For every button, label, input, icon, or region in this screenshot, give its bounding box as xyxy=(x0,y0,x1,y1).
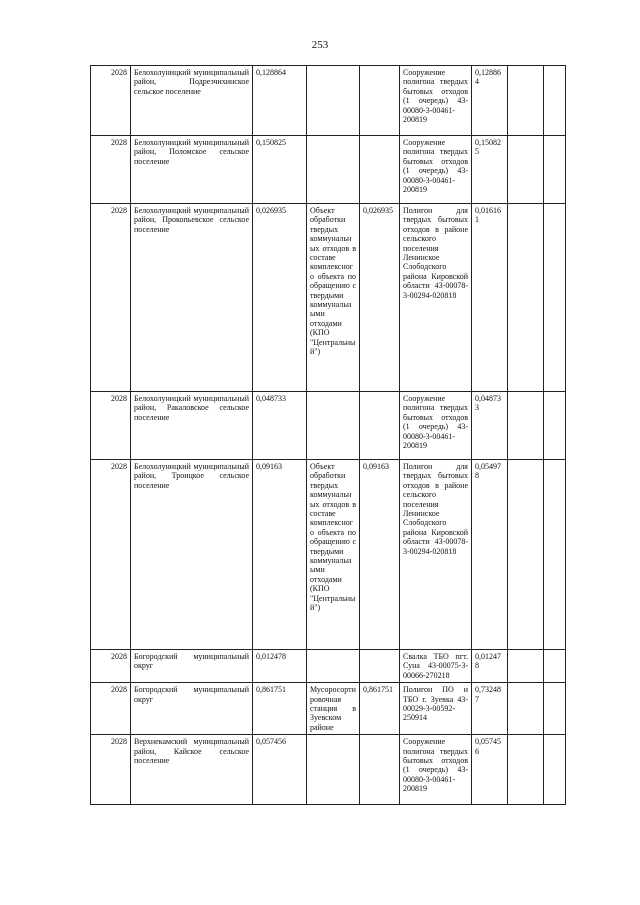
cell-year: 2028 xyxy=(91,735,131,805)
cell-empty xyxy=(508,650,544,683)
cell-municipality: Белохолуницкий муниципальный район, Подрезчихинское сельское поселение xyxy=(131,66,253,136)
cell-disposal-share: 0,150825 xyxy=(472,136,508,204)
cell-disposal-share: 0,057456 xyxy=(472,735,508,805)
cell-share-total: 0,048733 xyxy=(253,392,307,460)
cell-municipality: Богородский муниципальный округ xyxy=(131,650,253,683)
cell-empty xyxy=(544,735,566,805)
cell-processing-object: Объект обработки твердых коммунальных отходов в составе комплексного объекта по обращению с твердыми коммунальными отходами (КПО "Центральный") xyxy=(307,460,360,650)
cell-processing-share xyxy=(360,66,400,136)
cell-empty xyxy=(508,735,544,805)
cell-processing-share: 0,09163 xyxy=(360,460,400,650)
cell-empty xyxy=(544,683,566,735)
cell-processing-share: 0,026935 xyxy=(360,204,400,392)
cell-disposal-share: 0,012478 xyxy=(472,650,508,683)
cell-disposal-object: Полигон ПО и ТБО г. Зуевка 43-00029-3-00592-250914 xyxy=(400,683,472,735)
cell-processing-object xyxy=(307,392,360,460)
cell-share-total: 0,150825 xyxy=(253,136,307,204)
cell-empty xyxy=(544,460,566,650)
cell-disposal-share: 0,128864 xyxy=(472,66,508,136)
cell-processing-object xyxy=(307,735,360,805)
cell-disposal-share: 0,054978 xyxy=(472,460,508,650)
cell-processing-object xyxy=(307,650,360,683)
cell-share-total: 0,128864 xyxy=(253,66,307,136)
cell-empty xyxy=(544,66,566,136)
cell-municipality: Белохолуницкий муниципальный район, Поломское сельское поселение xyxy=(131,136,253,204)
cell-empty xyxy=(508,460,544,650)
cell-empty xyxy=(508,136,544,204)
cell-disposal-object: Сооружение полигона твердых бытовых отходов (1 очередь) 43-00080-3-00461-200819 xyxy=(400,735,472,805)
table-row xyxy=(91,392,566,460)
cell-processing-share xyxy=(360,735,400,805)
cell-share-total: 0,057456 xyxy=(253,735,307,805)
cell-municipality: Белохолуницкий муниципальный район, Прокопьевское сельское поселение xyxy=(131,204,253,392)
cell-processing-share: 0,861751 xyxy=(360,683,400,735)
cell-empty xyxy=(544,392,566,460)
cell-disposal-share: 0,048733 xyxy=(472,392,508,460)
cell-municipality: Верхнекамский муниципальный район, Кайское сельское поселение xyxy=(131,735,253,805)
cell-empty xyxy=(508,392,544,460)
cell-processing-object xyxy=(307,136,360,204)
waste-flow-table xyxy=(90,65,566,805)
cell-year: 2028 xyxy=(91,650,131,683)
cell-processing-object: Объект обработки твердых коммунальных отходов в составе комплексного объекта по обращению с твердыми коммунальными отходами (КПО "Центральный") xyxy=(307,204,360,392)
cell-year: 2028 xyxy=(91,460,131,650)
table-row xyxy=(91,683,566,735)
cell-empty xyxy=(544,136,566,204)
cell-municipality: Белохолуницкий муниципальный район, Ракаловское сельское поселение xyxy=(131,392,253,460)
cell-municipality: Богородский муниципальный округ xyxy=(131,683,253,735)
table-row xyxy=(91,204,566,392)
cell-disposal-object: Сооружение полигона твердых бытовых отходов (1 очередь) 43-00080-3-00461-200819 xyxy=(400,66,472,136)
cell-share-total: 0,861751 xyxy=(253,683,307,735)
cell-processing-object: Мусоросортировочная станция в Зуевском районе xyxy=(307,683,360,735)
cell-year: 2028 xyxy=(91,66,131,136)
cell-disposal-share: 0,016161 xyxy=(472,204,508,392)
cell-disposal-object: Свалка ТБО пгт. Суна 43-00075-3-00066-270218 xyxy=(400,650,472,683)
cell-processing-share xyxy=(360,136,400,204)
cell-disposal-object: Полигон для твердых бытовых отходов в районе сельского поселения Ленинское Слободского района Кировской области 43-00078-3-00294-020818 xyxy=(400,460,472,650)
cell-processing-object xyxy=(307,66,360,136)
cell-disposal-object: Полигон для твердых бытовых отходов в районе сельского поселения Ленинское Слободского района Кировской области 43-00078-3-00294-020818 xyxy=(400,204,472,392)
table-row xyxy=(91,460,566,650)
cell-empty xyxy=(508,683,544,735)
cell-year: 2028 xyxy=(91,683,131,735)
cell-empty xyxy=(508,204,544,392)
page-number: 253 xyxy=(311,39,329,51)
cell-share-total: 0,09163 xyxy=(253,460,307,650)
cell-year: 2028 xyxy=(91,136,131,204)
cell-share-total: 0,026935 xyxy=(253,204,307,392)
cell-empty xyxy=(508,66,544,136)
cell-disposal-share: 0,732487 xyxy=(472,683,508,735)
table-row xyxy=(91,136,566,204)
cell-processing-share xyxy=(360,392,400,460)
cell-year: 2028 xyxy=(91,204,131,392)
cell-disposal-object: Сооружение полигона твердых бытовых отходов (1 очередь) 43-00080-3-00461-200819 xyxy=(400,392,472,460)
table-row xyxy=(91,66,566,136)
cell-empty xyxy=(544,650,566,683)
table-row xyxy=(91,650,566,683)
cell-empty xyxy=(544,204,566,392)
cell-disposal-object: Сооружение полигона твердых бытовых отходов (1 очередь) 43-00080-3-00461-200819 xyxy=(400,136,472,204)
cell-processing-share xyxy=(360,650,400,683)
table-row xyxy=(91,735,566,805)
cell-year: 2028 xyxy=(91,392,131,460)
cell-municipality: Белохолуницкий муниципальный район, Троицкое сельское поселение xyxy=(131,460,253,650)
cell-share-total: 0,012478 xyxy=(253,650,307,683)
